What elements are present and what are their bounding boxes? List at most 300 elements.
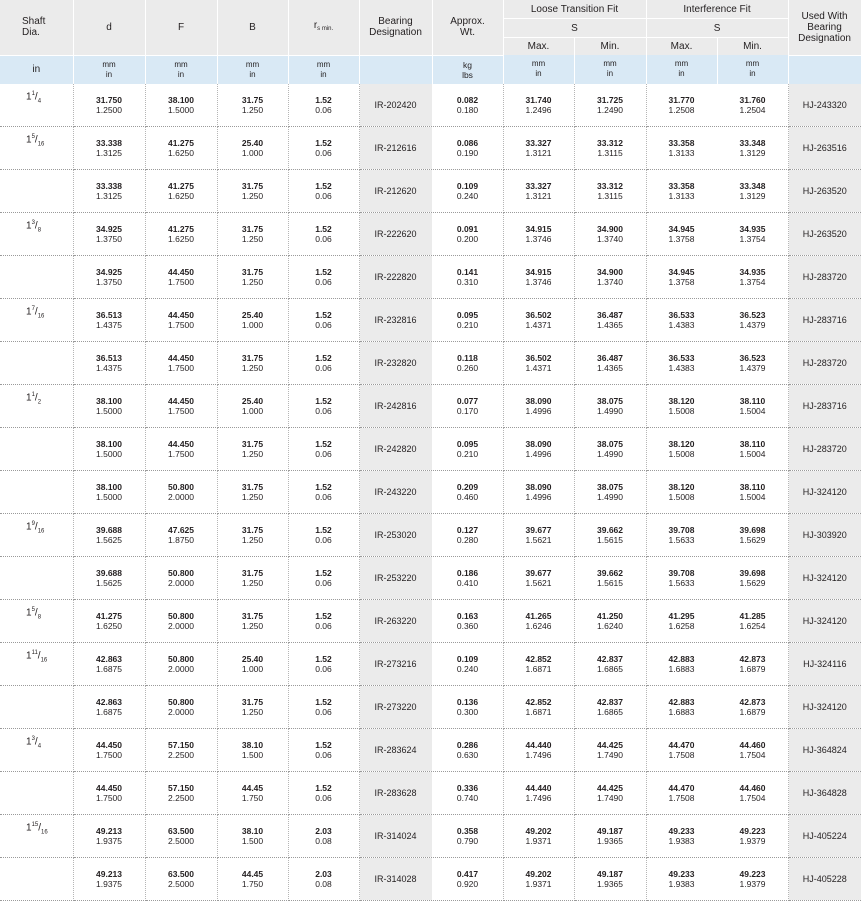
cell-loose-min-in: 1.3740 bbox=[597, 233, 623, 244]
cell-loose-min-mm: 36.487 bbox=[597, 309, 623, 320]
cell-used-with: HJ-263520 bbox=[788, 212, 861, 255]
cell-loose-max bbox=[503, 513, 574, 556]
cell-int-min-mm: 36.523 bbox=[739, 309, 766, 320]
cell-f bbox=[145, 556, 217, 599]
cell-int-max-mm: 42.883 bbox=[668, 653, 695, 664]
cell-b-in: 1.750 bbox=[241, 878, 264, 889]
cell-d bbox=[73, 169, 145, 212]
cell-int-min-mm: 33.348 bbox=[739, 137, 766, 148]
cell-loose-min-mm: 34.900 bbox=[597, 266, 623, 277]
cell-rs-in: 0.06 bbox=[315, 104, 332, 115]
cell-loose-max-in: 1.2496 bbox=[525, 104, 552, 115]
cell-loose-min-in: 1.5615 bbox=[597, 577, 623, 588]
cell-rs-mm: 1.52 bbox=[315, 137, 332, 148]
fraction-slash: / bbox=[34, 735, 38, 747]
table-row bbox=[0, 685, 861, 728]
fraction-slash: / bbox=[34, 90, 38, 102]
cell-f-in: 1.7500 bbox=[168, 276, 194, 287]
cell-int-min-in: 1.5004 bbox=[739, 448, 766, 459]
cell-wt-in: 0.190 bbox=[456, 147, 479, 158]
cell-loose-max-in: 1.5621 bbox=[525, 534, 552, 545]
cell-rs-mm: 1.52 bbox=[315, 352, 332, 363]
cell-b-in: 1.750 bbox=[241, 792, 264, 803]
cell-used-with: HJ-405224 bbox=[788, 814, 861, 857]
cell-b bbox=[217, 814, 288, 857]
cell-int-min-mm: 44.460 bbox=[739, 782, 766, 793]
cell-rs bbox=[288, 384, 359, 427]
cell-int-min-mm: 39.698 bbox=[739, 524, 766, 535]
cell-f-in: 2.0000 bbox=[168, 577, 194, 588]
cell-int-max-in: 1.4383 bbox=[668, 362, 695, 373]
cell-wt-mm: 0.086 bbox=[456, 137, 479, 148]
cell-d bbox=[73, 84, 145, 127]
unit-used-with bbox=[788, 55, 861, 84]
cell-d-in: 1.4375 bbox=[96, 319, 122, 330]
cell-int-min-in: 1.5004 bbox=[739, 491, 766, 502]
table-row bbox=[0, 212, 861, 255]
cell-loose-max-in: 1.5621 bbox=[525, 577, 552, 588]
cell-used-with: HJ-364828 bbox=[788, 771, 861, 814]
cell-d bbox=[73, 126, 145, 169]
cell-int-min bbox=[717, 212, 788, 255]
cell-int-max-mm: 41.295 bbox=[668, 610, 695, 621]
cell-loose-min bbox=[574, 169, 646, 212]
cell-loose-min-mm: 44.425 bbox=[597, 739, 623, 750]
cell-loose-min-in: 1.3115 bbox=[597, 190, 623, 201]
cell-loose-min-in: 1.4990 bbox=[597, 491, 623, 502]
table-row bbox=[0, 427, 861, 470]
cell-f-in: 2.2500 bbox=[168, 749, 194, 760]
cell-rs-in: 0.06 bbox=[315, 405, 332, 416]
cell-int-max-in: 1.6883 bbox=[668, 663, 695, 674]
shaft-numerator: 9 bbox=[31, 520, 35, 527]
cell-int-max-in: 1.7508 bbox=[668, 792, 695, 803]
cell-b bbox=[217, 169, 288, 212]
cell-loose-max-mm: 38.090 bbox=[525, 395, 552, 406]
cell-int-max bbox=[646, 556, 717, 599]
cell-d-mm: 34.925 bbox=[96, 266, 122, 277]
cell-f bbox=[145, 169, 217, 212]
cell-f-in: 1.7500 bbox=[168, 362, 194, 373]
cell-int-min bbox=[717, 427, 788, 470]
cell-int-max bbox=[646, 84, 717, 127]
cell-loose-max-mm: 42.852 bbox=[525, 696, 552, 707]
cell-int-max bbox=[646, 126, 717, 169]
cell-loose-max-mm: 34.915 bbox=[525, 223, 552, 234]
cell-rs bbox=[288, 84, 359, 127]
cell-rs-in: 0.06 bbox=[315, 749, 332, 760]
cell-rs-in: 0.06 bbox=[315, 706, 332, 717]
cell-wt-in: 0.260 bbox=[456, 362, 479, 373]
cell-shaft-dia bbox=[0, 513, 73, 556]
cell-shaft-dia bbox=[0, 814, 73, 857]
cell-wt-mm: 0.095 bbox=[456, 438, 479, 449]
cell-int-min bbox=[717, 728, 788, 771]
cell-wt-in: 0.300 bbox=[456, 706, 479, 717]
cell-rs-in: 0.06 bbox=[315, 448, 332, 459]
cell-f bbox=[145, 84, 217, 127]
shaft-numerator: 15 bbox=[31, 821, 39, 828]
cell-loose-min-in: 1.9365 bbox=[597, 835, 623, 846]
cell-loose-max bbox=[503, 642, 574, 685]
cell-loose-max-mm: 38.090 bbox=[525, 438, 552, 449]
cell-wt-mm: 0.118 bbox=[457, 352, 478, 363]
cell-wt bbox=[432, 728, 503, 771]
cell-f bbox=[145, 212, 217, 255]
cell-b bbox=[217, 728, 288, 771]
cell-f-mm: 41.275 bbox=[168, 180, 194, 191]
cell-loose-min-mm: 49.187 bbox=[597, 868, 623, 879]
cell-b bbox=[217, 427, 288, 470]
cell-loose-max-in: 1.3121 bbox=[525, 147, 552, 158]
cell-loose-min-mm: 41.250 bbox=[597, 610, 623, 621]
cell-int-min-mm: 38.110 bbox=[739, 395, 766, 406]
cell-int-min-in: 1.6879 bbox=[739, 663, 766, 674]
cell-b-in: 1.250 bbox=[241, 362, 264, 373]
table-row bbox=[0, 255, 861, 298]
cell-f-mm: 63.500 bbox=[168, 825, 194, 836]
cell-loose-min-mm: 33.312 bbox=[597, 180, 623, 191]
cell-int-min bbox=[717, 599, 788, 642]
cell-f-in: 1.6250 bbox=[168, 190, 194, 201]
cell-loose-min-in: 1.4365 bbox=[597, 362, 623, 373]
cell-f-in: 2.5000 bbox=[168, 835, 194, 846]
shaft-whole: 1 bbox=[26, 649, 32, 661]
cell-int-min-in: 1.9379 bbox=[739, 878, 766, 889]
cell-f-mm: 57.150 bbox=[168, 782, 194, 793]
fraction-slash: / bbox=[38, 821, 42, 833]
shaft-denominator: 16 bbox=[37, 312, 45, 319]
cell-used-with: HJ-405228 bbox=[788, 857, 861, 900]
cell-d-in: 1.6875 bbox=[96, 663, 122, 674]
cell-shaft-dia bbox=[0, 427, 73, 470]
cell-rs-in: 0.06 bbox=[315, 362, 332, 373]
cell-int-min-mm: 33.348 bbox=[739, 180, 766, 191]
cell-wt bbox=[432, 126, 503, 169]
cell-b-mm: 25.40 bbox=[241, 653, 264, 664]
cell-int-max-in: 1.7508 bbox=[668, 749, 695, 760]
cell-int-min bbox=[717, 384, 788, 427]
cell-wt-in: 0.280 bbox=[456, 534, 479, 545]
shaft-denominator: 4 bbox=[37, 97, 42, 104]
cell-loose-max bbox=[503, 728, 574, 771]
cell-int-max-in: 1.5008 bbox=[668, 405, 695, 416]
cell-int-max-in: 1.9383 bbox=[668, 878, 695, 889]
table-row bbox=[0, 857, 861, 900]
cell-f-mm: 44.450 bbox=[168, 309, 194, 320]
cell-b-mm: 44.45 bbox=[241, 868, 264, 879]
cell-int-max bbox=[646, 384, 717, 427]
unit-d: mm in bbox=[73, 55, 145, 84]
cell-int-max-in: 1.9383 bbox=[668, 835, 695, 846]
cell-int-max-mm: 38.120 bbox=[668, 481, 695, 492]
table-row bbox=[0, 642, 861, 685]
cell-loose-min bbox=[574, 384, 646, 427]
cell-b-mm: 31.75 bbox=[241, 180, 264, 191]
cell-b-mm: 25.40 bbox=[241, 137, 264, 148]
cell-b-mm: 31.75 bbox=[241, 94, 264, 105]
cell-int-min-mm: 42.873 bbox=[739, 696, 766, 707]
cell-f-mm: 44.450 bbox=[168, 266, 194, 277]
shaft-denominator: 16 bbox=[37, 527, 45, 534]
cell-f bbox=[145, 685, 217, 728]
shaft-numerator: 7 bbox=[31, 305, 35, 312]
cell-b bbox=[217, 470, 288, 513]
shaft-whole: 1 bbox=[26, 133, 32, 145]
cell-int-min bbox=[717, 685, 788, 728]
cell-loose-max-mm: 41.265 bbox=[525, 610, 552, 621]
cell-wt-in: 0.240 bbox=[456, 190, 479, 201]
cell-int-min-mm: 41.285 bbox=[739, 610, 766, 621]
fraction-slash: / bbox=[37, 649, 41, 661]
cell-f-mm: 41.275 bbox=[168, 137, 194, 148]
cell-loose-max-in: 1.7496 bbox=[525, 792, 552, 803]
cell-shaft-dia bbox=[0, 255, 73, 298]
cell-rs bbox=[288, 470, 359, 513]
cell-rs-mm: 1.52 bbox=[315, 610, 332, 621]
cell-b-mm: 38.10 bbox=[241, 825, 264, 836]
cell-b-mm: 31.75 bbox=[241, 481, 264, 492]
cell-d-mm: 38.100 bbox=[96, 481, 122, 492]
cell-d-in: 1.9375 bbox=[96, 835, 122, 846]
cell-int-min bbox=[717, 771, 788, 814]
cell-f bbox=[145, 255, 217, 298]
cell-rs-in: 0.08 bbox=[315, 878, 332, 889]
cell-b-mm: 31.75 bbox=[241, 696, 264, 707]
cell-f-mm: 47.625 bbox=[168, 524, 194, 535]
cell-b-in: 1.000 bbox=[241, 663, 264, 674]
cell-b-in: 1.250 bbox=[241, 104, 264, 115]
cell-rs-in: 0.06 bbox=[315, 319, 332, 330]
cell-loose-min-mm: 36.487 bbox=[597, 352, 623, 363]
cell-wt-in: 0.310 bbox=[456, 276, 479, 287]
cell-rs-mm: 1.52 bbox=[315, 180, 332, 191]
cell-bearing-designation: IR-242816 bbox=[359, 384, 432, 427]
cell-loose-min-mm: 33.312 bbox=[597, 137, 623, 148]
cell-used-with: HJ-283716 bbox=[788, 384, 861, 427]
cell-loose-min bbox=[574, 556, 646, 599]
cell-b bbox=[217, 212, 288, 255]
cell-b-in: 1.250 bbox=[241, 276, 264, 287]
cell-int-max-mm: 38.120 bbox=[668, 395, 695, 406]
cell-bearing-designation: IR-232816 bbox=[359, 298, 432, 341]
cell-wt-mm: 0.163 bbox=[456, 610, 479, 621]
unit-wt: kg lbs bbox=[432, 55, 503, 84]
cell-wt-in: 0.210 bbox=[456, 319, 479, 330]
cell-shaft-dia bbox=[0, 169, 73, 212]
cell-rs-in: 0.06 bbox=[315, 620, 332, 631]
cell-wt-in: 0.920 bbox=[456, 878, 479, 889]
shaft-whole: 1 bbox=[26, 305, 32, 317]
table-row bbox=[0, 513, 861, 556]
cell-b bbox=[217, 84, 288, 127]
cell-int-max-in: 1.6883 bbox=[668, 706, 695, 717]
cell-d bbox=[73, 212, 145, 255]
cell-rs bbox=[288, 771, 359, 814]
cell-loose-min-mm: 31.725 bbox=[597, 94, 623, 105]
cell-rs bbox=[288, 857, 359, 900]
cell-int-max-mm: 44.470 bbox=[668, 739, 695, 750]
cell-int-max bbox=[646, 427, 717, 470]
cell-bearing-designation: IR-273220 bbox=[359, 685, 432, 728]
cell-int-max-mm: 44.470 bbox=[668, 782, 695, 793]
cell-f-in: 2.0000 bbox=[168, 491, 194, 502]
cell-wt-mm: 0.286 bbox=[456, 739, 479, 750]
cell-wt bbox=[432, 298, 503, 341]
cell-loose-min bbox=[574, 126, 646, 169]
table-row bbox=[0, 470, 861, 513]
cell-loose-max bbox=[503, 126, 574, 169]
cell-loose-min-mm: 38.075 bbox=[597, 481, 623, 492]
cell-int-min-in: 1.5629 bbox=[739, 534, 766, 545]
cell-wt-in: 0.360 bbox=[456, 620, 479, 631]
cell-d-in: 1.6250 bbox=[96, 620, 122, 631]
cell-loose-min bbox=[574, 470, 646, 513]
cell-int-max-mm: 39.708 bbox=[668, 524, 695, 535]
cell-d bbox=[73, 728, 145, 771]
cell-shaft-dia bbox=[0, 556, 73, 599]
cell-d-in: 1.5625 bbox=[96, 577, 122, 588]
cell-loose-min-in: 1.5615 bbox=[597, 534, 623, 545]
header-interference-s: S bbox=[646, 19, 788, 38]
shaft-numerator: 1 bbox=[31, 391, 35, 398]
shaft-whole: 1 bbox=[26, 735, 32, 747]
table-row bbox=[0, 728, 861, 771]
cell-f-in: 1.6250 bbox=[168, 233, 194, 244]
cell-d-mm: 36.513 bbox=[96, 309, 122, 320]
cell-rs-mm: 2.03 bbox=[315, 868, 332, 879]
cell-loose-max-in: 1.4996 bbox=[525, 405, 552, 416]
cell-used-with: HJ-263516 bbox=[788, 126, 861, 169]
table-row bbox=[0, 126, 861, 169]
cell-shaft-dia bbox=[0, 771, 73, 814]
cell-b bbox=[217, 556, 288, 599]
cell-int-max-in: 1.6258 bbox=[668, 620, 695, 631]
cell-d-mm: 49.213 bbox=[96, 868, 122, 879]
header-loose-transition-fit: Loose Transition Fit bbox=[503, 0, 646, 19]
header-shaft-dia: Shaft Dia. bbox=[0, 0, 73, 55]
cell-used-with: HJ-283716 bbox=[788, 298, 861, 341]
cell-b-in: 1.000 bbox=[241, 319, 264, 330]
cell-int-max bbox=[646, 857, 717, 900]
cell-int-max-in: 1.5633 bbox=[668, 534, 695, 545]
cell-bearing-designation: IR-243220 bbox=[359, 470, 432, 513]
table-row bbox=[0, 169, 861, 212]
cell-int-max bbox=[646, 728, 717, 771]
cell-f-mm: 38.100 bbox=[168, 94, 194, 105]
cell-b-in: 1.250 bbox=[241, 577, 264, 588]
cell-wt bbox=[432, 427, 503, 470]
cell-rs-mm: 1.52 bbox=[315, 94, 332, 105]
cell-b bbox=[217, 341, 288, 384]
cell-int-min bbox=[717, 513, 788, 556]
cell-d-in: 1.7500 bbox=[96, 749, 122, 760]
cell-d-in: 1.5625 bbox=[96, 534, 122, 545]
cell-int-max-mm: 49.233 bbox=[668, 868, 695, 879]
fraction-slash: / bbox=[34, 391, 38, 403]
cell-f bbox=[145, 427, 217, 470]
cell-b-in: 1.250 bbox=[241, 706, 264, 717]
cell-loose-max bbox=[503, 384, 574, 427]
unit-int-max: mm in bbox=[646, 55, 717, 84]
cell-wt-mm: 0.417 bbox=[456, 868, 479, 879]
cell-rs bbox=[288, 341, 359, 384]
cell-loose-min-in: 1.9365 bbox=[597, 878, 623, 889]
cell-rs-mm: 1.52 bbox=[315, 696, 332, 707]
cell-rs-mm: 1.52 bbox=[315, 782, 332, 793]
cell-b-in: 1.250 bbox=[241, 190, 264, 201]
cell-rs-mm: 1.52 bbox=[315, 395, 332, 406]
cell-d bbox=[73, 341, 145, 384]
cell-int-min bbox=[717, 556, 788, 599]
cell-int-max bbox=[646, 169, 717, 212]
cell-bearing-designation: IR-314028 bbox=[359, 857, 432, 900]
cell-loose-max-mm: 49.202 bbox=[525, 868, 552, 879]
cell-f-in: 2.2500 bbox=[168, 792, 194, 803]
cell-int-min-in: 1.5629 bbox=[739, 577, 766, 588]
cell-rs-in: 0.08 bbox=[315, 835, 332, 846]
shaft-numerator: 3 bbox=[31, 735, 35, 742]
cell-loose-min-in: 1.4990 bbox=[597, 448, 623, 459]
cell-rs bbox=[288, 169, 359, 212]
fraction-slash: / bbox=[34, 305, 38, 317]
cell-loose-min-mm: 38.075 bbox=[597, 438, 623, 449]
cell-f-mm: 50.800 bbox=[168, 567, 194, 578]
cell-d bbox=[73, 814, 145, 857]
cell-wt bbox=[432, 384, 503, 427]
cell-rs-in: 0.06 bbox=[315, 147, 332, 158]
table-row bbox=[0, 384, 861, 427]
cell-wt bbox=[432, 212, 503, 255]
cell-loose-min bbox=[574, 298, 646, 341]
cell-loose-max bbox=[503, 814, 574, 857]
shaft-denominator: 2 bbox=[37, 398, 42, 405]
cell-loose-max-mm: 36.502 bbox=[525, 352, 552, 363]
cell-wt bbox=[432, 470, 503, 513]
cell-d-mm: 33.338 bbox=[96, 180, 122, 191]
cell-wt-in: 0.460 bbox=[456, 491, 479, 502]
cell-int-max bbox=[646, 298, 717, 341]
cell-int-min-mm: 49.223 bbox=[739, 868, 766, 879]
cell-loose-min bbox=[574, 341, 646, 384]
cell-int-min-in: 1.7504 bbox=[739, 749, 766, 760]
cell-wt-in: 0.410 bbox=[456, 577, 479, 588]
cell-loose-max bbox=[503, 341, 574, 384]
cell-wt-in: 0.200 bbox=[456, 233, 479, 244]
cell-wt-in: 0.210 bbox=[456, 448, 479, 459]
cell-d bbox=[73, 857, 145, 900]
cell-loose-max bbox=[503, 212, 574, 255]
cell-int-min-mm: 34.935 bbox=[739, 223, 766, 234]
cell-int-max bbox=[646, 255, 717, 298]
cell-int-min bbox=[717, 642, 788, 685]
cell-int-min-in: 1.3754 bbox=[739, 276, 766, 287]
cell-f bbox=[145, 771, 217, 814]
cell-loose-max-in: 1.4996 bbox=[525, 448, 552, 459]
cell-d-mm: 42.863 bbox=[96, 653, 122, 664]
header-row-1 bbox=[0, 0, 861, 19]
cell-int-min-mm: 44.460 bbox=[739, 739, 766, 750]
cell-b bbox=[217, 685, 288, 728]
cell-int-max bbox=[646, 513, 717, 556]
cell-f-mm: 50.800 bbox=[168, 610, 194, 621]
cell-int-max-in: 1.3758 bbox=[668, 233, 695, 244]
cell-loose-max-mm: 44.440 bbox=[525, 739, 552, 750]
fraction-slash: / bbox=[34, 520, 38, 532]
cell-wt bbox=[432, 857, 503, 900]
cell-int-max bbox=[646, 212, 717, 255]
cell-rs-in: 0.06 bbox=[315, 577, 332, 588]
